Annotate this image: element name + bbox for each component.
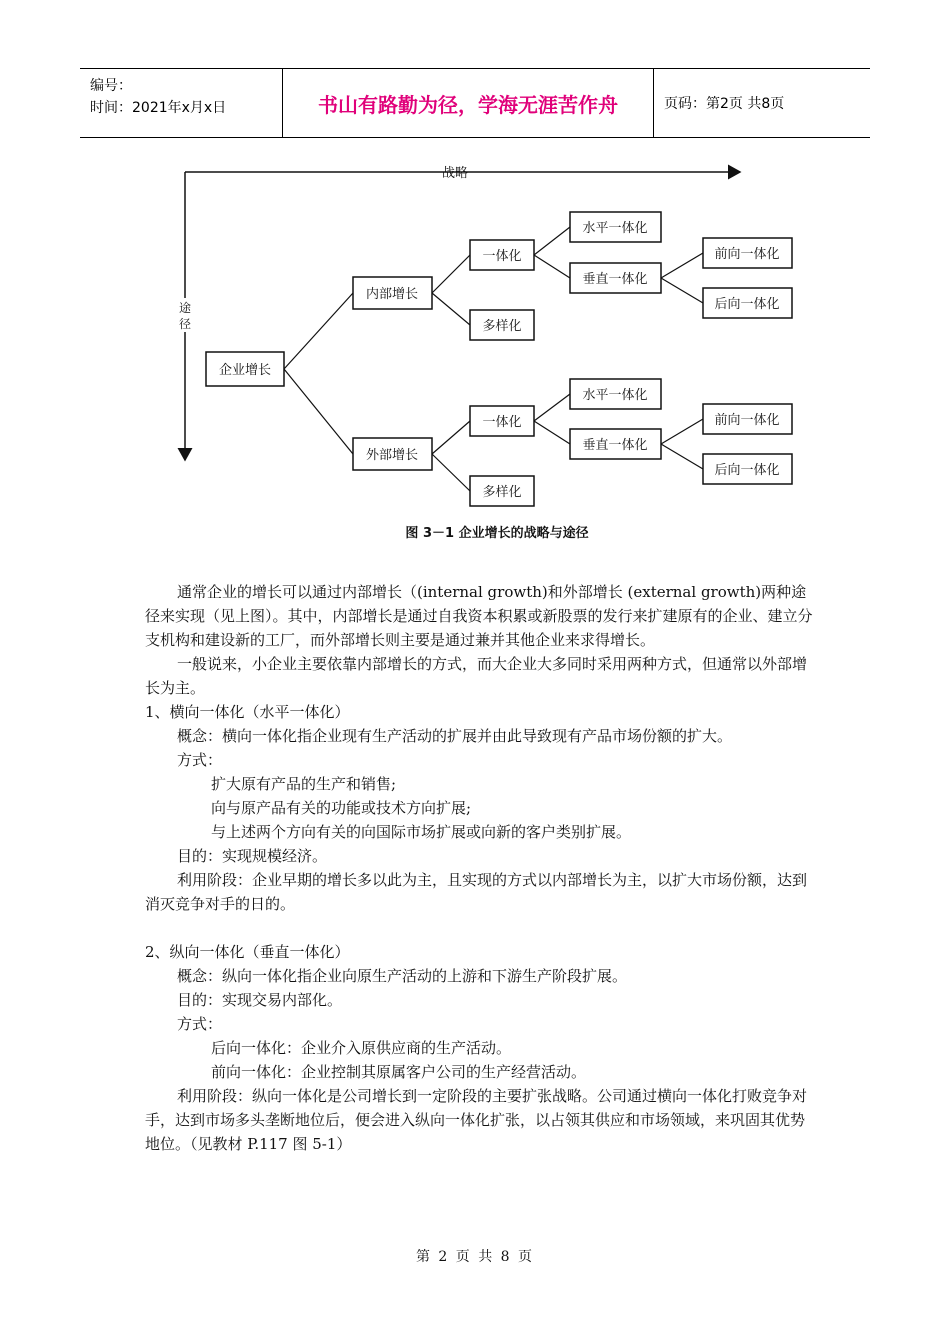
label-diversification-internal: 多样化 bbox=[482, 319, 522, 334]
paragraph-growth-paths: 通常企业的增长可以通过内部增长（(internal growth)和外部增长 (external growth)两种途径来实现（见上图）。其中，内部增长是通过自我资本积累或新股票的发行来扩建原有的企业、建立分支机构和建设新的工厂，而外部增长则主要是通过兼并其他企业来求得增长。 bbox=[145, 583, 813, 649]
label-diversification-external: 多样化 bbox=[482, 485, 522, 500]
paragraph-firm-size: 一般说来，小企业主要依靠内部增长的方式，而大企业大多同时采用两种方式，但通常以外部增长为主。 bbox=[145, 655, 808, 697]
horizontal-concept: 概念：横向一体化指企业现有生产活动的扩展并由此导致现有产品市场份额的扩大。 bbox=[177, 727, 733, 745]
strategy-axis-label: 战略 bbox=[441, 166, 469, 181]
horizontal-method-3: 与上述两个方向有关的向国际市场扩展或向新的客户类别扩展。 bbox=[211, 823, 632, 841]
section-title-horizontal: 1、横向一体化（水平一体化） bbox=[145, 703, 350, 721]
header-time: 时间：2021年x月x日 bbox=[90, 100, 227, 116]
label-forward-internal: 前向一体化 bbox=[714, 247, 780, 262]
header-page-number: 页码：第2页 共8页 bbox=[664, 96, 785, 112]
label-backward-internal: 后向一体化 bbox=[714, 297, 780, 312]
label-horizontal-internal: 水平一体化 bbox=[582, 221, 648, 236]
path-axis-label-2: 径 bbox=[178, 317, 192, 331]
path-axis-label-1: 途 bbox=[178, 301, 192, 315]
label-vertical-external: 垂直一体化 bbox=[582, 438, 648, 453]
label-internal-growth: 内部增长 bbox=[365, 287, 419, 302]
label-enterprise-growth: 企业增长 bbox=[218, 363, 272, 378]
label-backward-external: 后向一体化 bbox=[714, 463, 780, 478]
vertical-method-backward: 后向一体化：企业介入原供应商的生产活动。 bbox=[211, 1039, 512, 1057]
vertical-stage: 利用阶段：纵向一体化是公司增长到一定阶段的主要扩张战略。公司通过横向一体化打败竞争对手，达到市场多头垄断地位后，便会进入纵向一体化扩张，以占领其供应和市场领域，来巩固其优势地位。（见教材 P.117 图 5-1） bbox=[145, 1087, 808, 1153]
header-number: 编号： bbox=[90, 78, 132, 94]
horizontal-method-1: 扩大原有产品的生产和销售; bbox=[211, 775, 397, 793]
horizontal-goal: 目的：实现规模经济。 bbox=[177, 847, 328, 865]
section-spacer bbox=[145, 916, 815, 940]
section-title-vertical: 2、纵向一体化（垂直一体化） bbox=[145, 943, 350, 961]
page-footer: 第 2 页 共 8 页 bbox=[415, 1249, 535, 1265]
growth-strategy-diagram bbox=[0, 0, 950, 560]
figure-caption: 图 3－1 企业增长的战略与途径 bbox=[405, 526, 589, 541]
header-motto: 书山有路勤为径，学海无涯苦作舟 bbox=[282, 69, 654, 137]
label-external-growth: 外部增长 bbox=[365, 448, 419, 463]
label-integration-external: 一体化 bbox=[482, 415, 522, 430]
horizontal-stage: 利用阶段：企业早期的增长多以此为主，且实现的方式以内部增长为主，以扩大市场份额，达到消灭竞争对手的日的。 bbox=[145, 871, 808, 913]
vertical-methods-label: 方式： bbox=[177, 1015, 223, 1033]
label-vertical-internal: 垂直一体化 bbox=[582, 272, 648, 287]
vertical-concept: 概念：纵向一体化指企业向原生产活动的上游和下游生产阶段扩展。 bbox=[177, 967, 628, 985]
document-body bbox=[145, 580, 815, 1156]
horizontal-methods-label: 方式： bbox=[177, 751, 223, 769]
horizontal-method-2: 向与原产品有关的功能或技术方向扩展; bbox=[211, 799, 472, 817]
label-integration-internal: 一体化 bbox=[482, 249, 522, 264]
label-forward-external: 前向一体化 bbox=[714, 413, 780, 428]
vertical-goal: 目的：实现交易内部化。 bbox=[177, 991, 343, 1009]
vertical-method-forward: 前向一体化：企业控制其原属客户公司的生产经营活动。 bbox=[211, 1063, 587, 1081]
label-horizontal-external: 水平一体化 bbox=[582, 388, 648, 403]
